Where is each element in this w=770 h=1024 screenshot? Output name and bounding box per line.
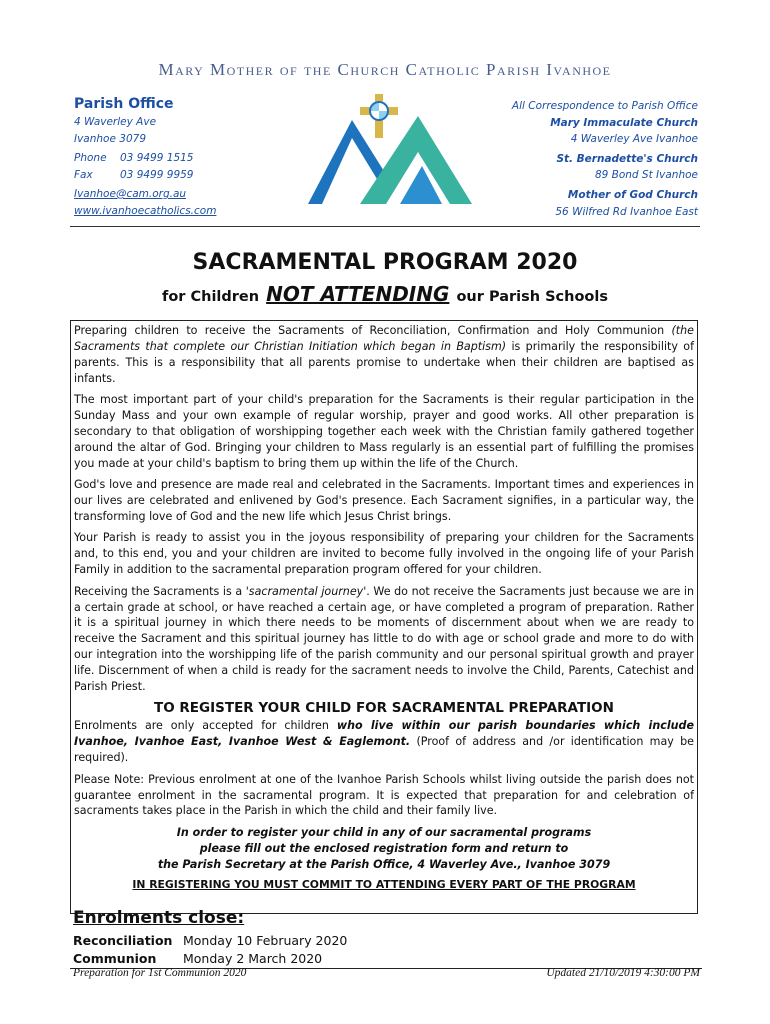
fax-label: Fax [74,168,93,181]
correspondence-contact [512,98,698,220]
page-subtitle [0,282,770,306]
phone-row [74,150,216,167]
instruction-line3: the Parish Secretary at the Parish Office, 4 Waverley Ave., Ivanhoe 3079 [157,857,611,871]
church3-address: 56 Wilfred Rd Ivanhoe East [555,205,698,218]
office-address-line2: Ivanhoe 3079 [74,132,146,145]
communion-label: Communion [73,951,157,966]
fax-row [74,167,216,184]
page-title: SACRAMENTAL PROGRAM 2020 [192,250,578,275]
p6-bold: who live within our parish boundaries which include Ivanhoe, Ivanhoe East, Ivanhoe West & Eaglemont. [74,719,694,749]
paragraph-1 [74,323,694,387]
p5-text-a: Receiving the Sacraments is a [74,584,243,598]
reconciliation-row [73,933,347,948]
p6-text-b: (Proof of address and /or identification may be required). [74,735,694,765]
reconciliation-date: Monday 10 February 2020 [183,933,348,948]
parish-name: Mary Mother of the Church Catholic Parish Ivanhoe [158,60,612,79]
church2-name: St. Bernadette's Church [556,152,698,165]
p1-italic: (the Sacraments that complete our Christian Initiation which began in Baptism) [74,324,694,353]
header-divider [70,226,700,227]
website-link[interactable]: www.ivanhoecatholics.com [74,204,217,217]
fax-number: 03 9499 9959 [120,168,194,181]
phone-label: Phone [74,152,107,164]
p5-text-b: . We do not receive the Sacraments just because we are in a certain grade at school, or have reached a certain age, or have completed a program of preparation. Rather it is a spiritual journey in which there needs to be moments of discernment about when we are ready to receive the Sacrament and this spiritual journey has little to do with age or school grade and more to do with our integration into the worshipping life of the parish community and our personal spiritual growth and prayer life. Discernment of when a child is ready for the sacrament needs to involve the Child, Parents, Catechist and Parish Priest. [74,584,694,694]
register-heading: TO REGISTER YOUR CHILD FOR SACRAMENTAL PREPARATION [154,700,614,717]
reconciliation-label: Reconciliation [73,933,173,948]
communion-row [73,951,322,966]
parish-office-title: Parish Office [74,96,174,112]
correspondence-heading: All Correspondence to Parish Office [511,100,698,112]
instruction-line1: In order to register your child in any of our sacramental programs [176,825,592,839]
commitment-notice: IN REGISTERING YOU MUST COMMIT TO ATTENDING EVERY PART OF THE PROGRAM [132,877,636,891]
program-information-box [70,320,698,914]
paragraph-2: The most important part of your child's preparation for the Sacraments is their regular participation in the Sunday Mass and your own example of regular worship, prayer and good works. All other preparation is secondary to that obligation of worshipping together each week with the Christian family gathered together around the altar of God. Bringing your children to Mass regularly is an essential part of fulfilling the promises you made at your child's baptism to bring them up within the life of the Church. [74,393,694,470]
parish-logo [300,92,480,212]
email-link[interactable]: Ivanhoe@cam.org.au [74,188,187,200]
p6-text-a: Enrolments are only accepted for children [74,719,329,733]
paragraph-5 [74,584,694,695]
subtitle-before: for Children [162,289,260,305]
footer-document-name: Preparation for 1st Communion 2020 [73,967,247,979]
church1-address: 4 Waverley Ave Ivanhoe [570,133,698,146]
p5-italic: 'sacramental journey' [245,584,367,598]
subtitle-after: our Parish Schools [456,289,608,305]
paragraph-7: Please Note: Previous enrolment at one of the Ivanhoe Parish Schools whilst living outside the parish does not guarantee enrolment in the sacramental program. It is expected that preparation for and celebration of sacraments takes place in the Parish in which the child and their family live. [74,772,694,818]
instruction-line2: please fill out the enclosed registration form and return to [199,841,569,855]
p1-text-b: is primarily the responsibility of parents. This is a responsibility that all parents promise to undertake when their children are baptised as infants. [74,339,694,385]
church1-name: Mary Immaculate Church [550,116,698,129]
paragraph-4: Your Parish is ready to assist you in the joyous responsibility of preparing your children for the Sacraments and, to this end, you and your children are invited to become fully involved in the ongoing life of your Parish Family in addition to the sacramental preparation program offered for your children. [74,531,694,577]
footer-updated-timestamp: Updated 21/10/2019 4:30:00 PM [546,967,700,979]
parish-office-contact [74,94,216,219]
church3-name: Mother of God Church [567,188,698,201]
communion-date: Monday 2 March 2020 [183,951,323,966]
paragraph-3: God's love and presence are made real and celebrated in the Sacraments. Important times and experiences in our lives are celebrated and enlivened by God's presence. Each Sacrament signifies, in a particular way, the transforming love of God and the new life which Jesus Christ brings. [74,478,694,523]
parish-logo-graphic [300,92,480,212]
office-address-line1: 4 Waverley Ave [74,116,157,128]
registration-instructions [74,825,694,873]
subtitle-emphasis: NOT ATTENDING [266,282,450,306]
enrolments-close-title: Enrolments close: [73,908,245,928]
p1-text-a: Preparing children to receive the Sacraments of Reconciliation, Confirmation and Holy Communion [74,324,665,337]
paragraph-6 [74,718,694,766]
church2-address: 89 Bond St Ivanhoe [594,169,698,182]
phone-number: 03 9499 1515 [120,152,194,164]
